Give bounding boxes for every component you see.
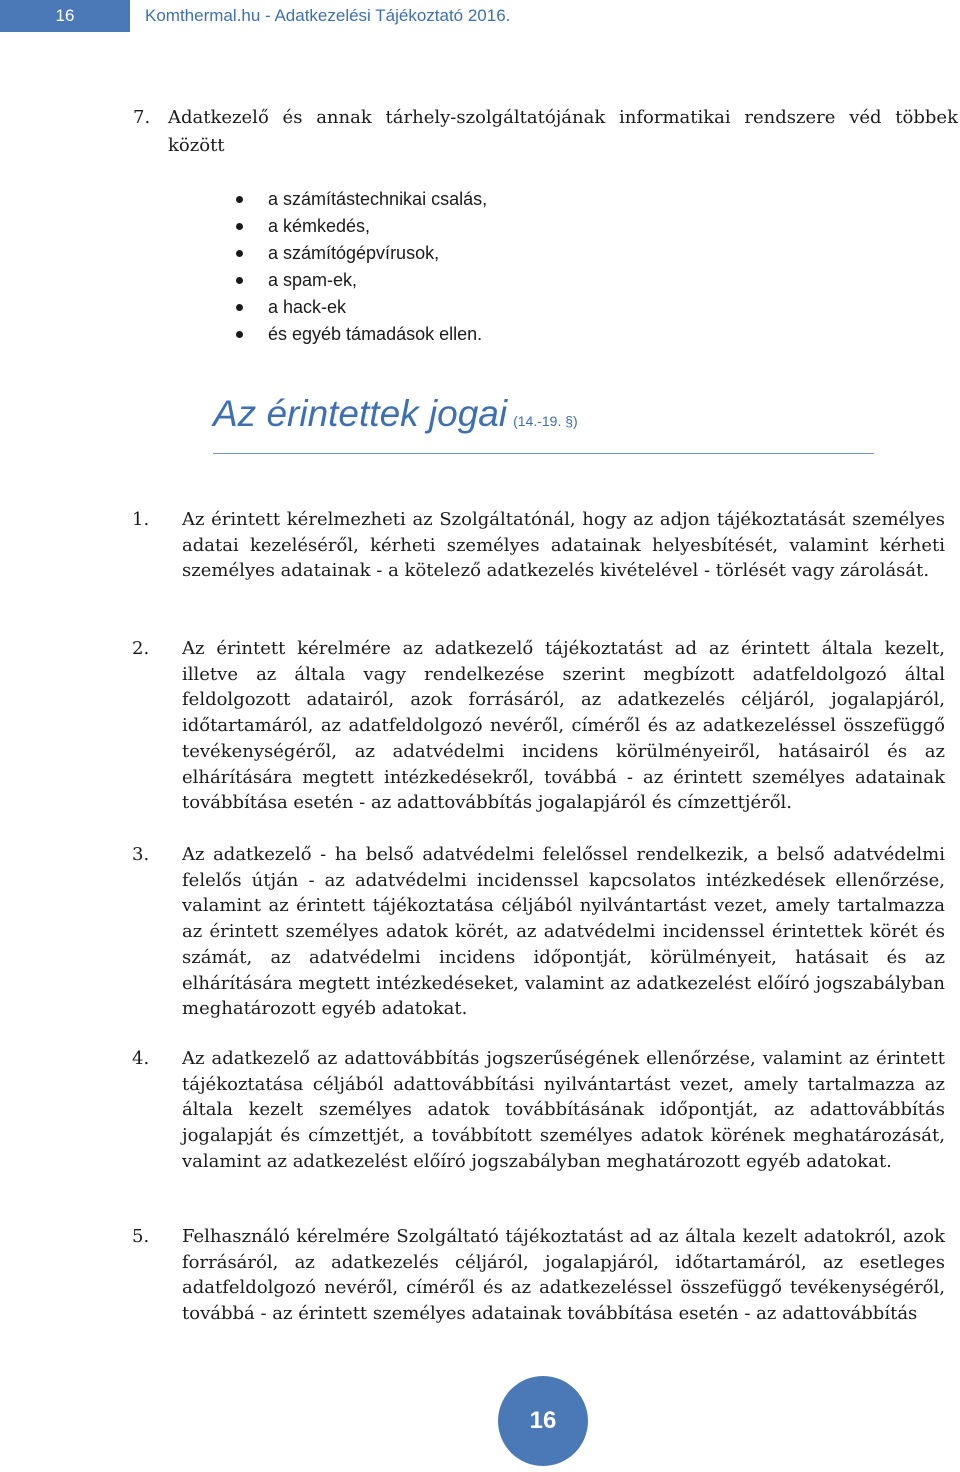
list-item (232, 240, 487, 267)
list-item-text: a számítógépvírusok, (268, 243, 440, 263)
list-item-text: a számítástechnikai csalás, (268, 189, 488, 209)
header-page-number: 16 (0, 0, 130, 32)
protection-list (232, 186, 487, 348)
bullet-icon (236, 277, 243, 284)
bullet-icon (236, 196, 243, 203)
list-item-text: a spam-ek, (268, 270, 358, 290)
section-divider (213, 453, 874, 454)
paragraph-number: 2. (132, 638, 150, 659)
paragraph-number: 4. (132, 1048, 150, 1069)
page-header (0, 0, 960, 32)
list-item-text: a kémkedés, (268, 216, 371, 236)
paragraph-text: Az adatkezelő az adattovábbítás jogszerűségének ellenőrzése, valamint az érintett tájékoztatása céljából adattovábbítási nyilvántartást vezet, amely tartalmazza az általa kezelt személyes adatok továbbításának időpontját, az adattovábbítás jogalapját és címzettjét, a továbbított személyes adatok körének meghatározását, valamint az adatkezelést előíró jogszabályban meghatározott egyéb adatokat. (182, 1048, 945, 1172)
bullet-icon (236, 250, 243, 257)
paragraph-number: 1. (132, 509, 150, 530)
list-item-text: a hack-ek (268, 297, 347, 317)
paragraph-number: 3. (132, 844, 150, 865)
list-item (232, 294, 487, 321)
header-title: Komthermal.hu - Adatkezelési Tájékoztató 2016. (145, 6, 511, 25)
item-7-number: 7. (133, 107, 151, 128)
section-heading (213, 390, 578, 445)
bullet-icon (236, 304, 243, 311)
paragraph-text: Felhasználó kérelmére Szolgáltató tájékoztatást ad az általa kezelt adatokról, azok forrásáról, az adatkezelés céljáról, jogalapjáról, időtartamáról, az esetleges adatfeldolgozó nevéről, címéről és az adatkezeléssel összefüggő tevékenységéről, továbbá - az érintett személyes adatainak továbbítása esetén - az adattovábbítás (182, 1226, 945, 1325)
list-item-text: és egyéb támadások ellen. (268, 324, 483, 344)
bullet-icon (236, 331, 243, 338)
paragraph-text: Az érintett kérelmezheti az Szolgáltatónál, hogy az adjon tájékoztatását személyes adatai kezeléséről, kérheti személyes adatainak helyesbítését, valamint kérheti személyes adatainak - a kötelező adatkezelés kivételével - törlését vagy zárolását. (182, 509, 945, 582)
list-item (232, 267, 487, 294)
item-7-text: Adatkezelő és annak tárhely-szolgáltatójának informatikai rendszere véd többek között (168, 107, 958, 156)
footer-page-number: 16 (498, 1376, 588, 1466)
paragraph-text: Az adatkezelő - ha belső adatvédelmi felelőssel rendelkezik, a belső adatvédelmi felelős útján - az adatvédelmi incidenssel kapcsolatos intézkedések ellenőrzése, valamint az érintett tájékoztatása céljából nyilvántartást vezet, amely tartalmazza az érintett személyes adatok körét, az adatvédelmi incidenssel érintettek körét és számát, az adatvédelmi incidens időpontját, körülményeit, hatásait és az elhárítására megtett intézkedéseket, valamint az adatkezelést előíró jogszabályban meghatározott egyéb adatokat. (182, 844, 945, 1020)
section-title: Az érintettek jogai (213, 393, 508, 434)
paragraph-text: Az érintett kérelmére az adatkezelő tájékoztatást ad az érintett általa kezelt, illetve az általa vagy rendelkezése szerint megbízott adatfeldolgozó által feldolgozott adatairól, azok forrásáról, az adatkezelés céljáról, jogalapjáról, időtartamáról, az adatfeldolgozó nevéről, címéről és az adatkezeléssel összefüggő tevékenységéről, az adatvédelmi incidens körülményeiről, hatásairól és az elhárítására megtett intézkedésekről, továbbá - az érintett személyes adatainak továbbítása esetén - az adattovábbítás jogalapjáról és címzettjéről. (182, 638, 945, 814)
list-item (232, 186, 487, 213)
section-reference: (14.-19. §) (513, 413, 578, 429)
list-item (232, 321, 487, 348)
paragraph-number: 5. (132, 1226, 150, 1247)
bullet-icon (236, 223, 243, 230)
list-item (232, 213, 487, 240)
